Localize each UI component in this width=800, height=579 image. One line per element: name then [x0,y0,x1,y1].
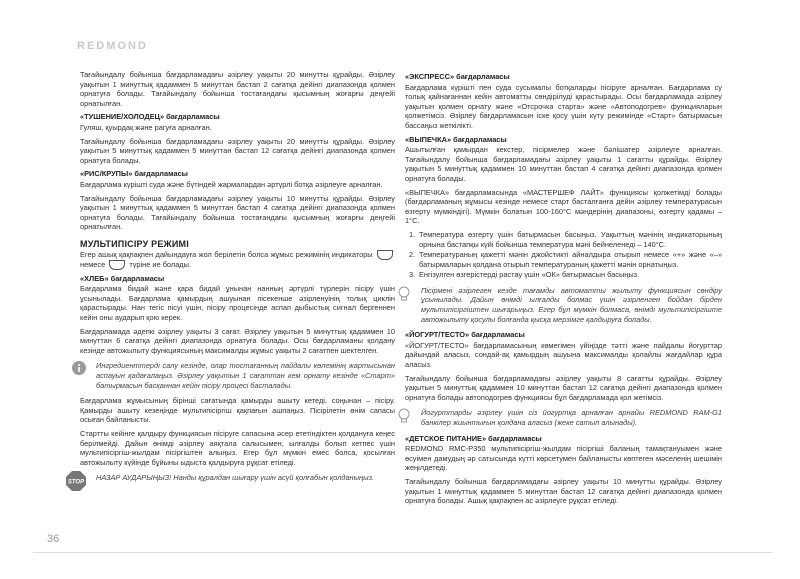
step-text: Енгізулген өзгерістерді растау үшін «ОК» батырмасын басыңыз. [419,270,640,280]
info-icon [72,361,86,378]
paragraph: Тағайындалу бойынша бағдарламадағы әзірлеу уақыты 10 минутты құрайды. Әзірлеу уақытын 1 минуттық қадаммен 5 минуттан бастап 12 сағатқа дейінгі диапазонда қолмен орнатуға болады. Ашық қақпақпен ас әзірлеуге рұқсат етіледі. [405,476,722,506]
text-span: немесе [80,259,106,269]
paragraph: Бағдарлама күрішті пен суда сусымалы ботқаларды пісіруге арналған. Бағдарлама су толық қайнағаннан кейін автоматты сөндірілуді қарастырады. Осы бағдарламада әзірлеу уақытын қолмен орнату және «Отсрочка старта» және «Автоподогрев» функцияларын қолжетімсіз. Әзірлеу бағдарламасын іске қосу үшін күту режимінде «Старт» батырмасын бассаңыз жеткілікті. [405,82,722,130]
list-item [405,230,722,249]
left-column [67,70,395,489]
svg-text:STOP: STOP [67,479,85,486]
section-heading: «РИС/КРУПЫ» бағдарламасы [80,169,188,179]
paragraph: «ВЫПЕЧКА» бағдарламасында «МАСТЕРШЕФ ЛАЙТ» функциясы қолжетімді болады (бағдарламаның жұмысы кезінде немесе старт басталғанға дейін әзірлеу температурасын өзгерту мүмкіндігі). Мүмкін болатын 100-160°С мәндерінің диапазоны, өзгерту қадамы – 1°С. [405,187,722,226]
paragraph: Ашытылған қамырдан кекстер, пісірмелер және бәлішатер әзірлеуге арналған. Тағайындалу бойынша бағдарламадағы әзірлеу уақыты 1 сағатты құрайды. Әзірлеу уақытын 5 минуттық қадаммен 10 минуттан бастап 4 сағатқа дейінгі диапазонда қолмен орнатуға болады. [405,145,722,183]
stop-icon [66,471,86,494]
tip-note [405,408,722,427]
step-number: 3. [409,270,416,280]
lightbulb-icon [397,408,411,427]
step-text: Температура өзгерту үшін батырмасын басыңыз. Уақыттың мәнінің индикаторының орнына бастапқы күйі бойынша температура мәні бейнеленеді – 140°С. [419,229,722,249]
paragraph: Тағайындалу бойынша бағдарламадағы әзірлеу уақыты 10 минутты құрайды. Әзірлеу уақытын 1 минуттық қадаммен 5 минуттан бастап 4 сағатқа дейінгі диапазонда қолмен орнатуға болады. Тағайындалу бойынша тостағандағы қысымның жоғарғы деңгейі орнатылған. [80,193,395,232]
section-heading: «ХЛЕБ» бағдарламасы [80,273,165,283]
note-text: Йогурттарды әзірлеу үшін сіз йогуртқа арналған арнайы REDMOND RAM-G1 банкілер жиынтығын қолдана аласыз (жеке сатып алынады). [421,408,722,427]
info-note [80,361,395,390]
list-item [405,270,722,280]
paragraph [80,250,395,270]
lid-closed-indicator-icon [109,260,125,270]
paragraph: Тағайындалу бойынша бағдарламадағы әзірлеу уақыты 20 минутты құрайды. Әзірлеу уақытын 1 минуттық қадаммен 5 минуттан бастап 2 сағатқа дейінгі диапазонда қолмен орнатуға болады. Тағайындалу бойынша тостағандағы қысымның жоғарғы деңгейі орнатылған. [80,70,395,108]
footer-divider [33,552,773,553]
right-column [405,70,722,510]
section-heading: «ВЫПЕЧКА» бағдарламасы [405,134,507,144]
warning-note [67,473,395,486]
section-heading: «ЭКСПРЕСС» бағдарламасы [405,72,510,81]
note-text: Пісірмені әзірлеген кезде тағамды автоматты жылыту функциясын сөндіру ұсынылады. Дайын өнімді ылғалды болмас үшін әзірленген бойдан бірден мультипісіргіштен шығарыңыз. Егер бұл мүмкін болмаса, өнімді мультипісіргіште автожылыту қосулы болғанда қысқа мерзімге қалдыруға болады. [421,285,722,324]
tip-note [405,286,722,324]
page-number: 36 [47,533,60,545]
paragraph: Бағдарлама күрішті суда және бүтіндей жармалардан әртүрлі ботқа әзірлеуге арналған. [80,179,383,189]
paragraph: REDMOND RMC-P350 мультипісіргіш-жылдам пісіргіші баланың тамақтануымен және өсуімен дамудың әр сатысында күтті көрсетумен байланысты көптеген мәселенің шешімін жеңілдетеді. [405,444,722,473]
steps-list [405,230,722,280]
lightbulb-icon [397,286,411,305]
list-item [405,250,722,269]
section-heading: «ЙОГУРТ/ТЕСТО» бағдарламасы [405,330,525,340]
note-text: НАЗАР АУДАРЫҢЫЗ! Нанды құралдан шығару үшін асүй қолғабын қолданыңыз. [96,473,375,483]
section-heading: «ТУШЕНИЕ/ХОЛОДЕЦ» бағдарламасы [80,112,220,122]
note-text: Ингредиенттерді салу кезінде, олар тостағанның пайдалы көлемінің жартысынан аспауын қадағалаңыз. Әзірлеу уақытын 1 сағаттан кем орнату кезінде «Старт» батырмасын басқаннан кейін пісіру процесі басталады. [96,361,395,390]
paragraph: Бағдарлама жұмысының бірінші сағатында қамырды ашыту кетеді, соңынан – пісіру. Қамырды ашыту кезеңінде мультипісіргіш қақпағын ашпаңыз. Пісірілетін өнім сапасы осыған байланысты. [80,396,395,425]
paragraph: Тағайындалу бойынша бағдарламадағы әзірлеу уақыты 20 минутты құрайды. Әзірлеу уақытын 5 минуттық қадаммен 5 минуттан бастап 12 сағатқа дейінгі диапазонда қолмен орнатуға болады. [80,136,395,165]
lid-open-indicator-icon [377,250,393,260]
paragraph: «ЙОГУРТ/ТЕСТО» бағдарламасының көмегімен үйіңізде тәтті және пайдалы йогурттар дайындай аласыз, сондай-ақ қамырдың ашуына максималды қолайлы жағдайлар құра аласыз. [405,340,722,370]
paragraph: Бағдарлама бидай және қара бидай ұнынан нанның әртүрлі түрлерін пісіру үшін ұсынылады. Бағдарлама қамырдың ашуынан пісекенше әзірленуінің толық циклін қарастырады. Нан тегіс пісуі үшін, пісіру процесінде аспап дыбыстық сигнал бергеннен кейін оны аударып қою керек. [80,284,395,322]
brand-logo: REDMOND [77,40,148,52]
text-span: түріне ие болады. [129,259,191,269]
paragraph: Гуляш, қуырдақ және рагуға арналған. [80,122,212,132]
step-text: Температураның қажетті мәнін джойстикті айналдыра отырып немесе «+» және «–» батырмаларын қолдана отырып температураның қажетті мәнін орнатыңыз. [419,250,722,269]
step-number: 1. [409,229,416,239]
mode-heading: МУЛЬТИПІСІРУ РЕЖИМІ [80,238,189,249]
step-number: 2. [409,250,416,260]
text-span: Егер ашық қақпақпен дайындауға жол берілетін болса жұмыс режимінің индикаторы [80,249,373,259]
section-heading: «ДЕТСКОЕ ПИТАНИЕ» бағдарламасы [405,433,542,443]
paragraph: Тағайындалу бойынша бағдарламадағы әзірлеу уақыты 8 сағатты құрайды. Әзірлеу уақытын 5 минуттық қадаммен 10 минуттан бастап 12 сағатқа дейінгі диапазонда қолмен орнатуға болады автоподогрев функциясы бұл бағдарламада қол жетімсіз. [405,373,722,402]
paragraph: Стартты кейінге қалдыру функциясын пісіруге сапасына әсер ететіндіктен қолдануға кеңес берілмейді. Дайын өнімді әзірлеу аяқтала салысымен, ылғалды болып кетпес үшін мультипісіргіш-жылдам пісіргіштен алыңыз. Егер бұл мүмкін емес болса, қосылған автожылыту күйінде бұйыны ыдыста қалдыруға рұқсат етіледі. [80,428,395,467]
paragraph: Бағдарламада әдепкі әзірлеу уақыты 3 сағат. Әзірлеу уақытын 5 минуттық қадаммен 10 минуттан 6 сағатқа дейінгі диапазонда орнатуға болады. Осы бағдарламаны қолдану кезінде автожылыту функциясының максималды жұмыс уақыты 2 сағатпен шектелген. [80,326,395,355]
